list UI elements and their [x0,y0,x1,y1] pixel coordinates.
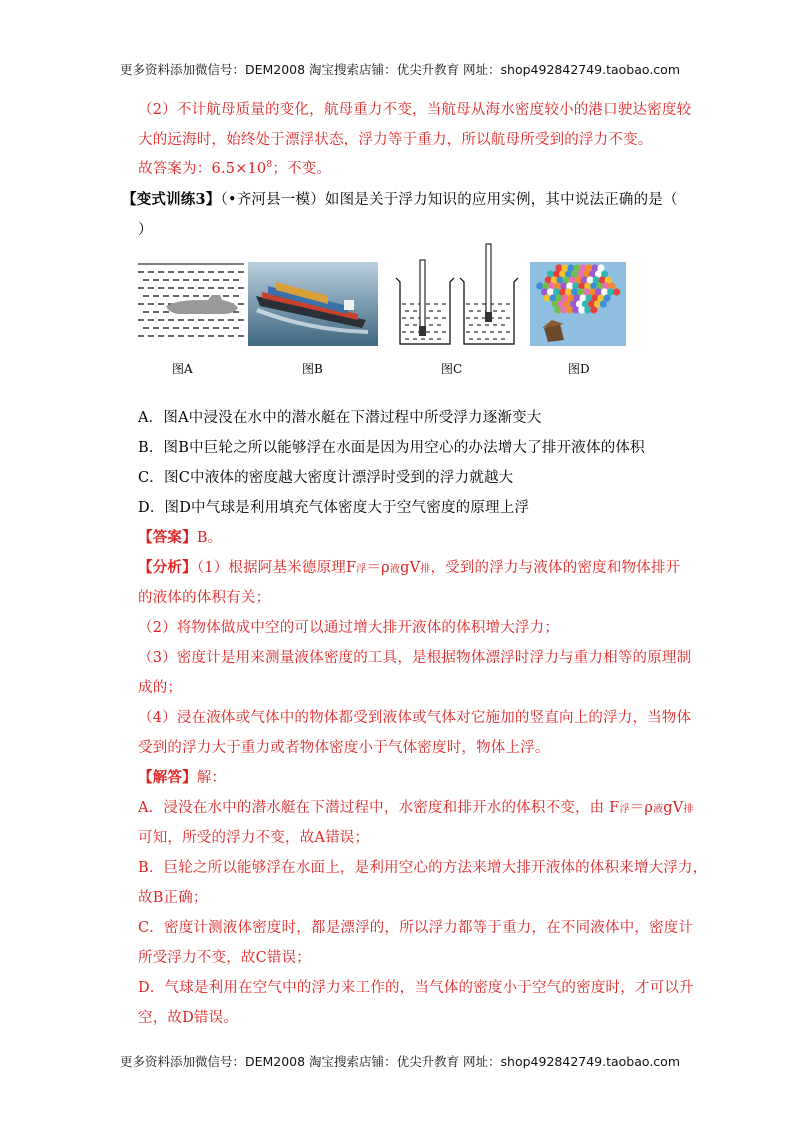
figure-c-label: 图C [441,362,463,376]
figure-d-balloons [530,262,626,346]
solution-c-line1: C．密度计测液体密度时，都是漂浮的，所以浮力都等于重力，在不同液体中，密度计 [138,920,694,936]
question-stem-line2: ） [138,222,153,238]
solution-c-line2: 所受浮力不变，故C错误； [138,950,311,966]
answer-line [138,526,222,547]
analysis-line6: （4）浸在液体或气体中的物体都受到液体或气体对它施加的竖直向上的浮力，当物体 [138,710,692,726]
prev-answer-base: 故答案为：6.5×10 [138,161,267,177]
solution-d-line1: D．气球是利用在空气中的浮力来工作的，当气体的密度小于空气的密度时，才可以升 [138,980,694,996]
prev-answer [138,157,331,178]
analysis-line7: 受到的浮力大于重力或者物体密度小于气体密度时，物体上浮。 [138,740,550,756]
option-c: C．图C中液体的密度越大密度计漂浮时受到的浮力就越大 [138,470,514,486]
prev-explanation-line1: （2）不计航母质量的变化，航母重力不变，当航母从海水密度较小的港口驶达密度较 [138,102,692,118]
liquid-dashes-left [402,304,510,339]
solution-a-line1: A．浸没在水中的潜水艇在下潜过程中，水密度和排开水的体积不变，由 F浮＝ρ液gV排 [138,800,694,816]
solution-d-line2: 空，故D错误。 [138,1010,239,1026]
analysis-line4: （3）密度计是用来测量液体密度的工具，是根据物体漂浮时浮力与重力相等的原理制 [138,650,692,666]
prev-answer-exponent: 8 [266,160,273,171]
analysis-line3: （2）将物体做成中空的可以通过增大排开液体的体积增大浮力； [138,620,560,636]
solution-heading: 【解答】解： [138,769,227,786]
solution-a-line2: 可知，所受的浮力不变，故A错误； [138,830,370,846]
solution-b-line1: B．巨轮之所以能够浮在水面上，是利用空心的方法来增大排开液体的体积来增大浮力， [138,860,708,876]
analysis-tag: 【分析】 [138,559,197,576]
analysis-line5: 成的； [138,680,183,696]
submarine-shape [166,295,238,314]
figure-a-submarine [138,262,244,346]
figure-a-label: 图A [172,362,193,376]
page-header: 更多资料添加微信号：DEM2008 淘宝搜索店铺：优尖升教育 网址：shop492842749.taobao.com [119,62,681,77]
figure-d-label: 图D [568,362,590,376]
option-a: A．图A中浸没在水中的潜水艇在下潜过程中所受浮力逐渐变大 [138,410,542,426]
analysis-line1: 【分析】（1）根据阿基米德原理F浮＝ρ液gV排，受到的浮力与液体的密度和物体排开 [138,559,681,576]
option-b: B．图B中巨轮之所以能够浮在水面是因为用空心的办法增大了排开液体的体积 [138,440,645,456]
solution-tag: 【解答】 [138,769,197,786]
solution-b-line2: 故B正确； [138,890,208,906]
prev-answer-suffix: ；不变。 [272,161,332,177]
answer-value: B。 [196,530,223,546]
figure-c-hydrometers [390,240,525,348]
option-d: D．图D中气球是利用填充气体密度大于空气密度的原理上浮 [138,500,530,516]
prev-explanation-line2: 大的远海时，始终处于漂浮状态，浮力等于重力，所以航母所受到的浮力不变。 [138,132,653,148]
analysis-line2: 的液体的体积有关； [138,590,271,606]
answer-tag: 【答案】 [138,529,197,546]
question-stem-line1 [122,188,678,209]
question-stem-text: （•齐河县一模）如图是关于浮力知识的应用实例，其中说法正确的是（ [220,192,678,208]
question-tag: 【变式训练3】 [122,191,221,208]
figure-b-ship [248,262,378,346]
figure-b-label: 图B [302,362,323,376]
page-footer: 更多资料添加微信号：DEM2008 淘宝搜索店铺：优尖升教育 网址：shop492842749.taobao.com [119,1054,681,1069]
